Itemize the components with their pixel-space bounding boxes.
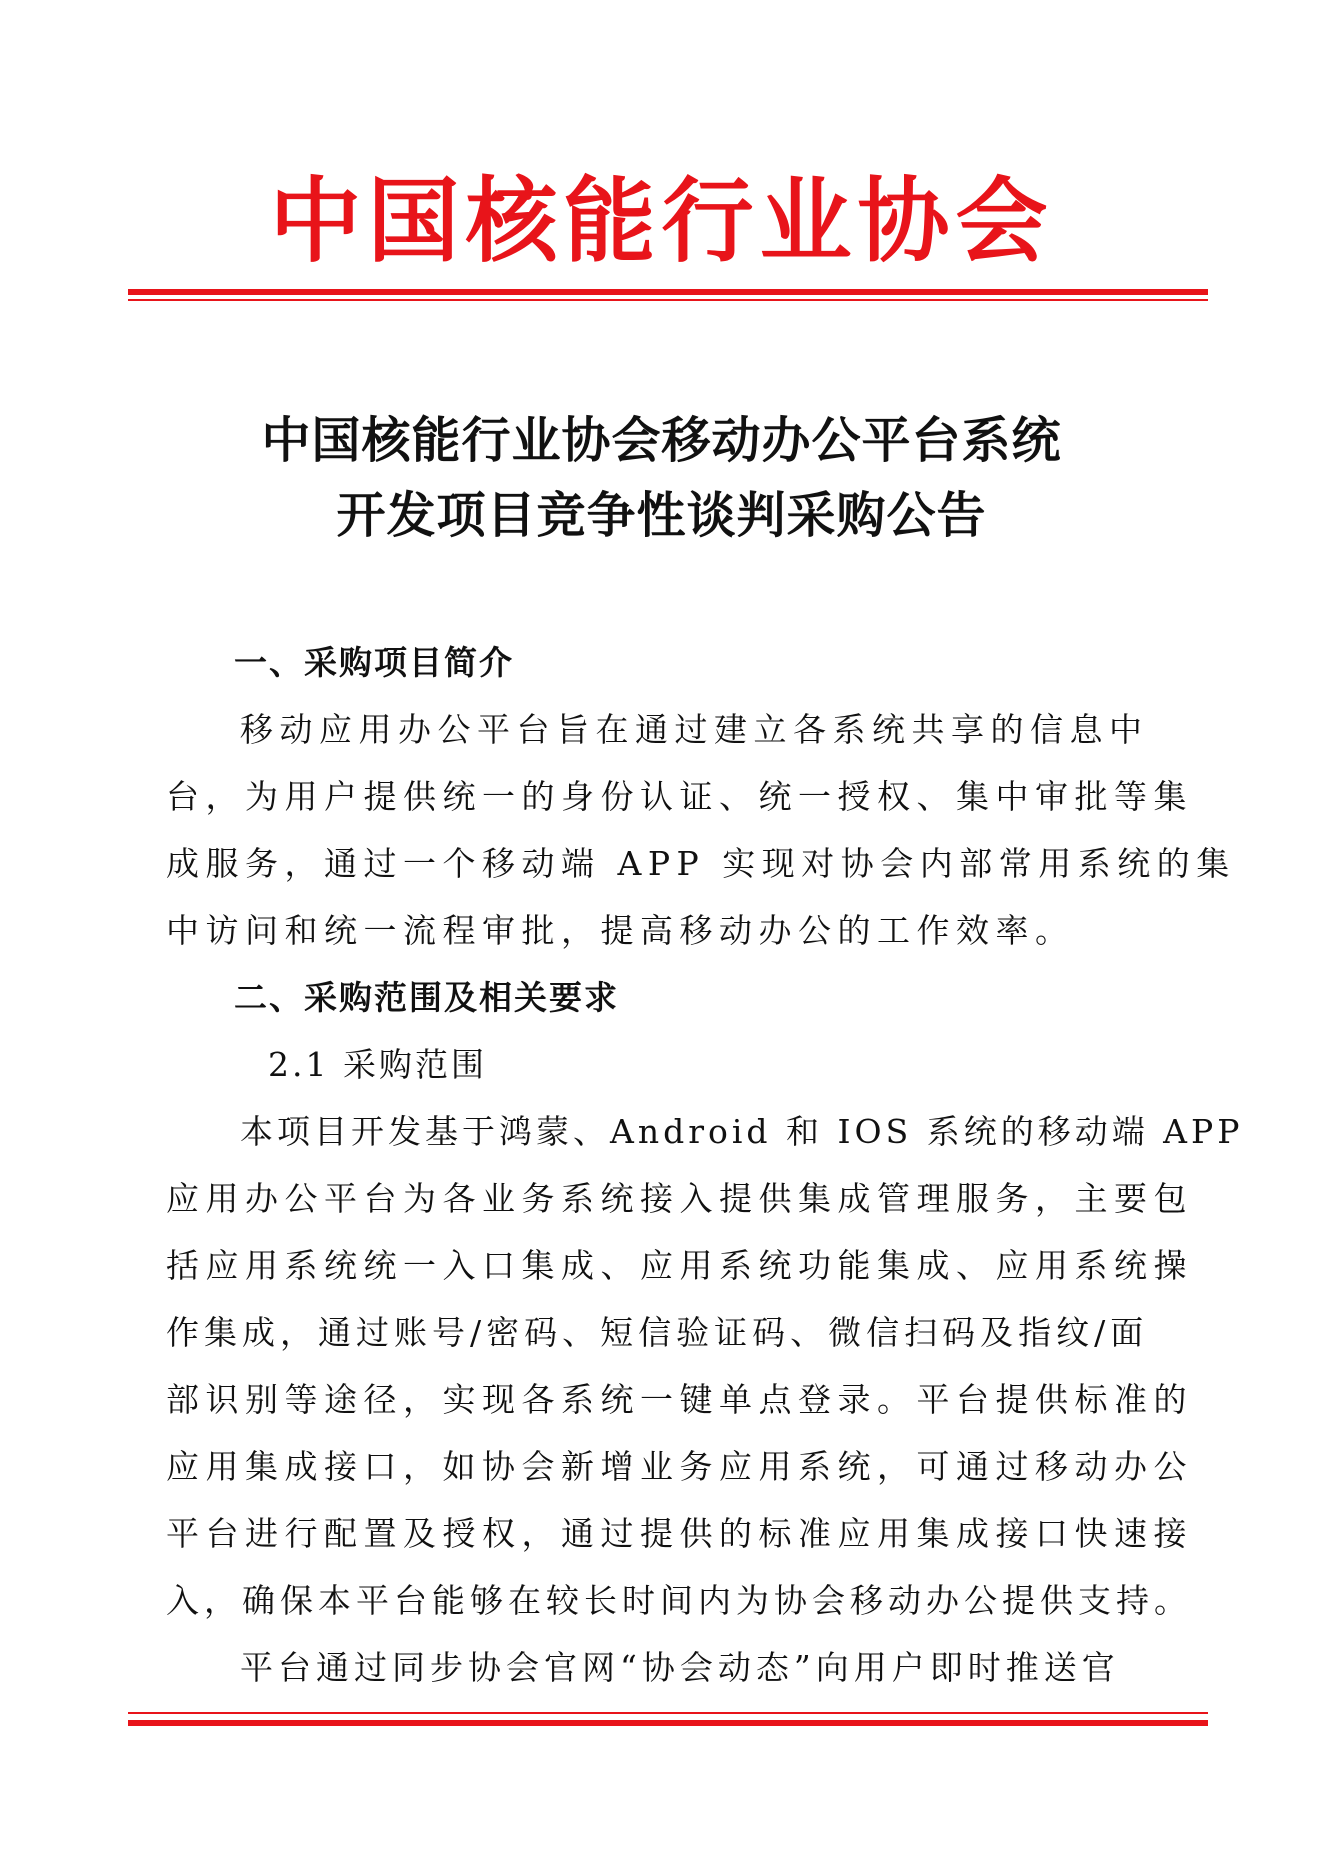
section-2-paragraph-line: 应用办公平台为各业务系统接入提供集成管理服务，主要包 bbox=[166, 1179, 1193, 1218]
document-title-line-2: 开发项目竞争性谈判采购公告 bbox=[336, 486, 987, 544]
section-2-paragraph-line: 本项目开发基于鸿蒙、Android 和 IOS 系统的移动端 APP bbox=[240, 1112, 1244, 1151]
section-2-paragraph-line: 作集成，通过账号/密码、短信验证码、微信扫码及指纹/面 bbox=[166, 1313, 1149, 1352]
section-2-heading: 二、采购范围及相关要求 bbox=[234, 978, 619, 1017]
letterhead-rule-thick bbox=[128, 289, 1208, 295]
section-2-paragraph-line: 括应用系统统一入口集成、应用系统功能集成、应用系统操 bbox=[166, 1246, 1193, 1285]
letterhead-rule-thin bbox=[128, 299, 1208, 301]
section-2-paragraph-line: 入，确保本平台能够在较长时间内为协会移动办公提供支持。 bbox=[166, 1581, 1192, 1620]
section-1-paragraph-line: 成服务，通过一个移动端 APP 实现对协会内部常用系统的集 bbox=[166, 844, 1236, 883]
letterhead-organization-name: 中国核能行业协会 bbox=[269, 167, 1054, 275]
section-2-paragraph-line: 部识别等途径，实现各系统一键单点登录。平台提供标准的 bbox=[166, 1380, 1193, 1419]
section-2-paragraph-line: 应用集成接口，如协会新增业务应用系统，可通过移动办公 bbox=[166, 1447, 1193, 1486]
footer-rule-thick bbox=[128, 1720, 1208, 1726]
section-1-paragraph-line: 台，为用户提供统一的身份认证、统一授权、集中审批等集 bbox=[166, 777, 1193, 816]
section-2-paragraph-line: 平台通过同步协会官网“协会动态”向用户即时推送官 bbox=[240, 1648, 1120, 1687]
section-2-paragraph-line: 平台进行配置及授权，通过提供的标准应用集成接口快速接 bbox=[166, 1514, 1193, 1553]
footer-rule-thin bbox=[128, 1712, 1208, 1714]
section-2-1-subheading: 2.1 采购范围 bbox=[268, 1045, 487, 1084]
section-1-paragraph-line: 中访问和统一流程审批，提高移动办公的工作效率。 bbox=[166, 911, 1075, 950]
document-title-line-1: 中国核能行业协会移动办公平台系统 bbox=[261, 411, 1062, 469]
section-1-paragraph-line: 移动应用办公平台旨在通过建立各系统共享的信息中 bbox=[240, 710, 1149, 749]
section-1-heading: 一、采购项目简介 bbox=[234, 643, 514, 682]
